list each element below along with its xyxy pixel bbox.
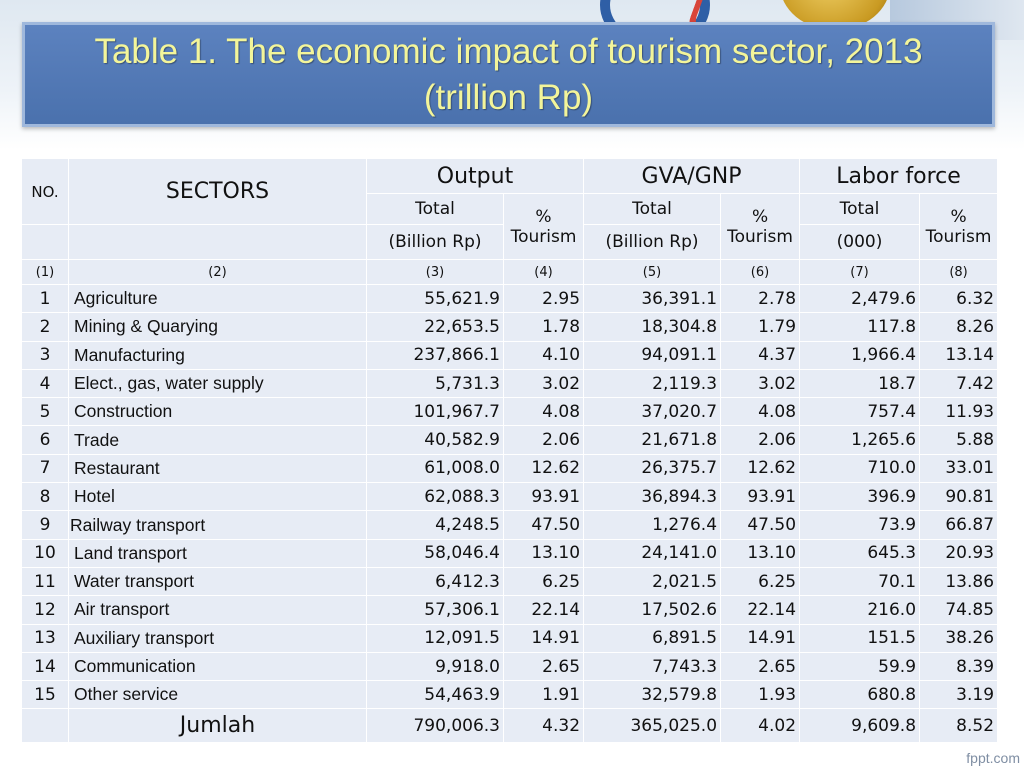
column-index: (1): [22, 260, 69, 285]
header-pct-symbol: %: [950, 206, 967, 227]
row-number-cell: 9: [22, 511, 69, 539]
column-index: (8): [920, 260, 998, 285]
labor-pct-tourism-cell: 90.81: [920, 483, 998, 511]
fppt-watermark: fppt.com: [966, 750, 1020, 766]
output-pct-tourism-cell: 2.06: [504, 426, 584, 454]
labor-pct-tourism-cell: 38.26: [920, 624, 998, 652]
gva-total-cell: 26,375.7: [584, 454, 721, 482]
output-total-cell: 40,582.9: [367, 426, 504, 454]
output-total-cell: 55,621.9: [367, 285, 504, 313]
output-pct-tourism-cell: 4.10: [504, 341, 584, 369]
gva-pct-tourism-cell: 6.25: [721, 567, 800, 595]
sector-name-cell: Elect., gas, water supply: [69, 369, 367, 397]
gva-total-cell: 1,276.4: [584, 511, 721, 539]
output-pct-tourism-cell: 4.08: [504, 398, 584, 426]
row-number-cell: 2: [22, 313, 69, 341]
table-row: [22, 341, 998, 369]
header-output-total: Total: [367, 194, 504, 225]
table-row: [22, 369, 998, 397]
row-number-cell: 8: [22, 483, 69, 511]
output-pct-tourism-cell: 2.65: [504, 652, 584, 680]
gva-pct-tourism-cell: 12.62: [721, 454, 800, 482]
sector-name-cell: Construction: [69, 398, 367, 426]
output-pct-tourism-cell: 93.91: [504, 483, 584, 511]
header-labor-force: Labor force: [800, 159, 998, 194]
header-gva-pct-tourism: [721, 194, 800, 260]
labor-total-cell: 1,966.4: [800, 341, 920, 369]
table-row: [22, 285, 998, 313]
gva-total-cell: 17,502.6: [584, 596, 721, 624]
output-total-cell: 54,463.9: [367, 681, 504, 709]
column-index: (3): [367, 260, 504, 285]
row-number-cell: 11: [22, 567, 69, 595]
labor-total-cell: 680.8: [800, 681, 920, 709]
total-label-cell: Jumlah: [69, 709, 367, 743]
gva-pct-tourism-cell: 4.37: [721, 341, 800, 369]
sector-name-cell: Trade: [69, 426, 367, 454]
slide-title-line1: Table 1. The economic impact of tourism sector, 2013: [94, 31, 923, 71]
column-index: (7): [800, 260, 920, 285]
output-total-cell: 6,412.3: [367, 567, 504, 595]
gva-total-cell: 21,671.8: [584, 426, 721, 454]
table-row: [22, 652, 998, 680]
gva-pct-tourism-cell: 2.78: [721, 285, 800, 313]
output-total-cell: 12,091.5: [367, 624, 504, 652]
labor-pct-tourism-cell: 74.85: [920, 596, 998, 624]
row-number-cell: 5: [22, 398, 69, 426]
row-number-cell: 6: [22, 426, 69, 454]
total-gva-cell: 365,025.0: [584, 709, 721, 743]
header-sectors: SECTORS: [69, 159, 367, 225]
gva-pct-tourism-cell: 1.79: [721, 313, 800, 341]
sector-name-cell: Water transport: [69, 567, 367, 595]
economic-impact-table: [21, 158, 998, 743]
output-total-cell: 9,918.0: [367, 652, 504, 680]
output-pct-tourism-cell: 1.78: [504, 313, 584, 341]
row-number-cell: 12: [22, 596, 69, 624]
gva-pct-tourism-cell: 14.91: [721, 624, 800, 652]
output-total-cell: 61,008.0: [367, 454, 504, 482]
row-number-cell: 3: [22, 341, 69, 369]
labor-total-cell: 645.3: [800, 539, 920, 567]
total-labor-pct-cell: 8.52: [920, 709, 998, 743]
total-row: [22, 709, 998, 743]
column-index: (4): [504, 260, 584, 285]
slide-title-line2: (trillion Rp): [423, 77, 594, 117]
sector-name-cell: Other service: [69, 681, 367, 709]
header-gva-unit: (Billion Rp): [584, 225, 721, 260]
output-pct-tourism-cell: 14.91: [504, 624, 584, 652]
header-labor-pct-tourism: [920, 194, 998, 260]
labor-total-cell: 396.9: [800, 483, 920, 511]
gva-pct-tourism-cell: 1.93: [721, 681, 800, 709]
table-row: [22, 313, 998, 341]
output-total-cell: 4,248.5: [367, 511, 504, 539]
output-pct-tourism-cell: 3.02: [504, 369, 584, 397]
total-output-cell: 790,006.3: [367, 709, 504, 743]
header-labor-unit: (000): [800, 225, 920, 260]
table-row: [22, 454, 998, 482]
gva-total-cell: 18,304.8: [584, 313, 721, 341]
sector-name-cell: Mining & Quarying: [69, 313, 367, 341]
gva-total-cell: 6,891.5: [584, 624, 721, 652]
total-labor-cell: 9,609.8: [800, 709, 920, 743]
labor-pct-tourism-cell: 66.87: [920, 511, 998, 539]
labor-pct-tourism-cell: 13.14: [920, 341, 998, 369]
labor-total-cell: 59.9: [800, 652, 920, 680]
sector-name-cell: Manufacturing: [69, 341, 367, 369]
table-row: [22, 398, 998, 426]
labor-total-cell: 70.1: [800, 567, 920, 595]
header-no: NO.: [22, 159, 69, 225]
gva-total-cell: 36,391.1: [584, 285, 721, 313]
sector-name-cell: Hotel: [69, 483, 367, 511]
total-empty-cell: [22, 709, 69, 743]
row-number-cell: 4: [22, 369, 69, 397]
labor-total-cell: 73.9: [800, 511, 920, 539]
column-index: (2): [69, 260, 367, 285]
gva-pct-tourism-cell: 93.91: [721, 483, 800, 511]
sector-name-cell: Land transport: [69, 539, 367, 567]
labor-pct-tourism-cell: 8.39: [920, 652, 998, 680]
labor-pct-tourism-cell: 33.01: [920, 454, 998, 482]
output-total-cell: 58,046.4: [367, 539, 504, 567]
gva-pct-tourism-cell: 3.02: [721, 369, 800, 397]
header-empty-cell: [69, 225, 367, 260]
header-tourism-label: Tourism: [510, 226, 577, 247]
header-output-unit: (Billion Rp): [367, 225, 504, 260]
table-row: [22, 511, 998, 539]
gva-total-cell: 24,141.0: [584, 539, 721, 567]
header-tourism-label: Tourism: [925, 226, 992, 247]
gva-total-cell: 2,119.3: [584, 369, 721, 397]
labor-total-cell: 757.4: [800, 398, 920, 426]
row-number-cell: 13: [22, 624, 69, 652]
output-pct-tourism-cell: 12.62: [504, 454, 584, 482]
gva-total-cell: 94,091.1: [584, 341, 721, 369]
labor-total-cell: 18.7: [800, 369, 920, 397]
labor-pct-tourism-cell: 20.93: [920, 539, 998, 567]
row-number-cell: 7: [22, 454, 69, 482]
table-row: [22, 483, 998, 511]
header-row-1: [22, 159, 998, 194]
row-number-cell: 14: [22, 652, 69, 680]
gva-total-cell: 2,021.5: [584, 567, 721, 595]
gva-total-cell: 36,894.3: [584, 483, 721, 511]
output-total-cell: 62,088.3: [367, 483, 504, 511]
output-total-cell: 101,967.7: [367, 398, 504, 426]
table-row: [22, 624, 998, 652]
header-gva: GVA/GNP: [584, 159, 800, 194]
header-labor-total: Total: [800, 194, 920, 225]
title-banner: [22, 22, 995, 127]
header-pct-symbol: %: [535, 206, 552, 227]
output-pct-tourism-cell: 22.14: [504, 596, 584, 624]
gva-pct-tourism-cell: 2.65: [721, 652, 800, 680]
gva-pct-tourism-cell: 2.06: [721, 426, 800, 454]
labor-total-cell: 1,265.6: [800, 426, 920, 454]
header-gva-total: Total: [584, 194, 721, 225]
table-row: [22, 539, 998, 567]
gva-total-cell: 7,743.3: [584, 652, 721, 680]
output-total-cell: 22,653.5: [367, 313, 504, 341]
labor-pct-tourism-cell: 8.26: [920, 313, 998, 341]
output-total-cell: 237,866.1: [367, 341, 504, 369]
labor-pct-tourism-cell: 3.19: [920, 681, 998, 709]
row-number-cell: 10: [22, 539, 69, 567]
labor-total-cell: 216.0: [800, 596, 920, 624]
header-empty-cell: [22, 225, 69, 260]
total-gva-pct-cell: 4.02: [721, 709, 800, 743]
column-index: (5): [584, 260, 721, 285]
total-output-pct-cell: 4.32: [504, 709, 584, 743]
labor-pct-tourism-cell: 5.88: [920, 426, 998, 454]
labor-total-cell: 151.5: [800, 624, 920, 652]
table-row: [22, 681, 998, 709]
sector-name-cell: Agriculture: [69, 285, 367, 313]
header-output-pct-tourism: [504, 194, 584, 260]
row-number-cell: 15: [22, 681, 69, 709]
output-pct-tourism-cell: 47.50: [504, 511, 584, 539]
sector-name-cell: Railway transport: [69, 511, 367, 539]
gva-pct-tourism-cell: 22.14: [721, 596, 800, 624]
header-pct-symbol: %: [751, 206, 769, 227]
labor-total-cell: 117.8: [800, 313, 920, 341]
labor-pct-tourism-cell: 6.32: [920, 285, 998, 313]
table-row: [22, 567, 998, 595]
labor-pct-tourism-cell: 11.93: [920, 398, 998, 426]
table-row: [22, 596, 998, 624]
output-pct-tourism-cell: 6.25: [504, 567, 584, 595]
sector-name-cell: Auxiliary transport: [69, 624, 367, 652]
gva-pct-tourism-cell: 47.50: [721, 511, 800, 539]
labor-pct-tourism-cell: 13.86: [920, 567, 998, 595]
column-index-row: [22, 260, 998, 285]
labor-total-cell: 2,479.6: [800, 285, 920, 313]
table-row: [22, 426, 998, 454]
output-pct-tourism-cell: 2.95: [504, 285, 584, 313]
row-number-cell: 1: [22, 285, 69, 313]
output-pct-tourism-cell: 13.10: [504, 539, 584, 567]
gva-pct-tourism-cell: 13.10: [721, 539, 800, 567]
sector-name-cell: Air transport: [69, 596, 367, 624]
column-index: (6): [721, 260, 800, 285]
output-pct-tourism-cell: 1.91: [504, 681, 584, 709]
sector-name-cell: Communication: [69, 652, 367, 680]
labor-total-cell: 710.0: [800, 454, 920, 482]
output-total-cell: 5,731.3: [367, 369, 504, 397]
header-output: Output: [367, 159, 584, 194]
gva-total-cell: 32,579.8: [584, 681, 721, 709]
header-tourism-label: Tourism: [727, 226, 793, 247]
output-total-cell: 57,306.1: [367, 596, 504, 624]
labor-pct-tourism-cell: 7.42: [920, 369, 998, 397]
gva-pct-tourism-cell: 4.08: [721, 398, 800, 426]
gva-total-cell: 37,020.7: [584, 398, 721, 426]
sector-name-cell: Restaurant: [69, 454, 367, 482]
